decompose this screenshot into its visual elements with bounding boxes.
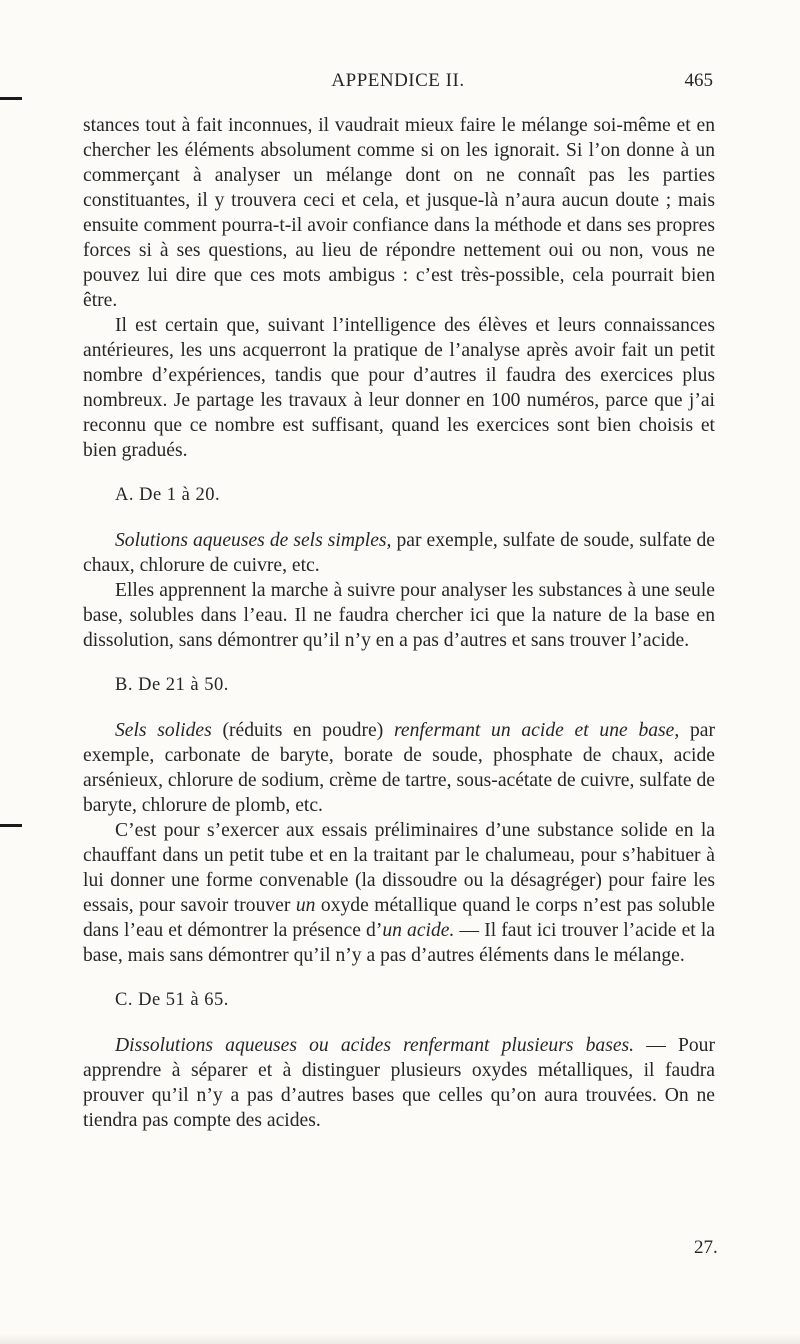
- header-title: APPENDICE II.: [331, 70, 465, 91]
- section-a-title: Solutions aqueuses de sels simples,: [115, 530, 392, 551]
- paragraph-continued: stances tout à fait inconnues, il vaudrait mieux faire le mélange soi-même et en chercher les éléments absolument comme si on les ignorait. Si l’on donne à un commerçant à analyser un mélange dont on ne connaît pas les parties constituantes, il y trouvera ceci et cela, et jusque-là n’aura aucun doute ; mais ensuite comment pourra-t-il avoir confiance dans la méthode et dans ses propres forces si à ses questions, au lieu de répondre nettement oui ou non, vous ne pouvez lui dire que ces mots ambigus : c’est très-possible, cela pourrait bien être.: [83, 115, 715, 311]
- body-text: [83, 113, 715, 1133]
- section-c-description: Dissolutions aqueuses ou acides renfermant plusieurs bases. — Pour apprendre à séparer et à distinguer plusieurs oxydes métalliques, il faudra prouver qu’il n’y a pas d’autres bases que celles qu’on aura trouvées. On ne tiendra pas compte des acides.: [83, 1035, 715, 1131]
- section-b-paragraph: C’est pour s’exercer aux essais préliminaires d’une substance solide en la chauffant dans un petit tube et en la traitant par le chalumeau, pour s’habituer à lui donner une forme convenable (la dissoudre ou la désagréger) pour faire les essais, pour savoir trouver un oxyde métallique quand le corps n’est pas soluble dans l’eau et démontrer la présence d’un acide. — Il faut ici trouver l’acide et la base, mais sans démontrer qu’il n’y a pas d’autres éléments dans le mélange.: [83, 820, 715, 966]
- running-header: [83, 70, 713, 94]
- section-a-label: A. De 1 à 20.: [115, 485, 221, 505]
- signature-mark: 27.: [694, 1237, 718, 1258]
- section-a-description: Solutions aqueuses de sels simples, par exemple, sulfate de soude, sulfate de chaux, chlorure de cuivre, etc.: [83, 530, 715, 576]
- section-b-label: B. De 21 à 50.: [115, 675, 229, 695]
- section-a-paragraph: Elles apprennent la marche à suivre pour analyser les substances à une seule base, solubles dans l’eau. Il ne faudra chercher ici que la nature de la base en dissolution, sans démontrer qu’il n’y en a pas d’autres et sans trouver l’acide.: [83, 580, 715, 651]
- page-bottom-edge: [0, 1334, 800, 1344]
- page-number: 465: [684, 70, 713, 91]
- section-c-title: Dissolutions aqueuses ou acides renfermant plusieurs bases.: [115, 1035, 635, 1056]
- paragraph-exercises: Il est certain que, suivant l’intelligence des élèves et leurs connaissances antérieures, les uns acquerront la pratique de l’analyse après avoir fait un petit nombre d’expériences, tandis que pour d’autres il faudra des exercices plus nombreux. Je partage les travaux à leur donner en 100 numéros, parce que j’ai reconnu que ce nombre est suffisant, quand les exercices sont bien choisis et bien gradués.: [83, 315, 715, 461]
- section-c-label: C. De 51 à 65.: [115, 990, 229, 1010]
- section-b-description: Sels solides (réduits en poudre) renfermant un acide et une base, par exemple, carbonate de baryte, borate de soude, phosphate de chaux, acide arsénieux, chlorure de sodium, crème de tartre, sous-acétate de cuivre, sulfate de baryte, chlorure de plomb, etc.: [83, 720, 716, 816]
- left-edge-mark: [0, 824, 22, 827]
- section-b-title: Sels solides: [115, 720, 212, 741]
- left-edge-mark: [0, 97, 22, 100]
